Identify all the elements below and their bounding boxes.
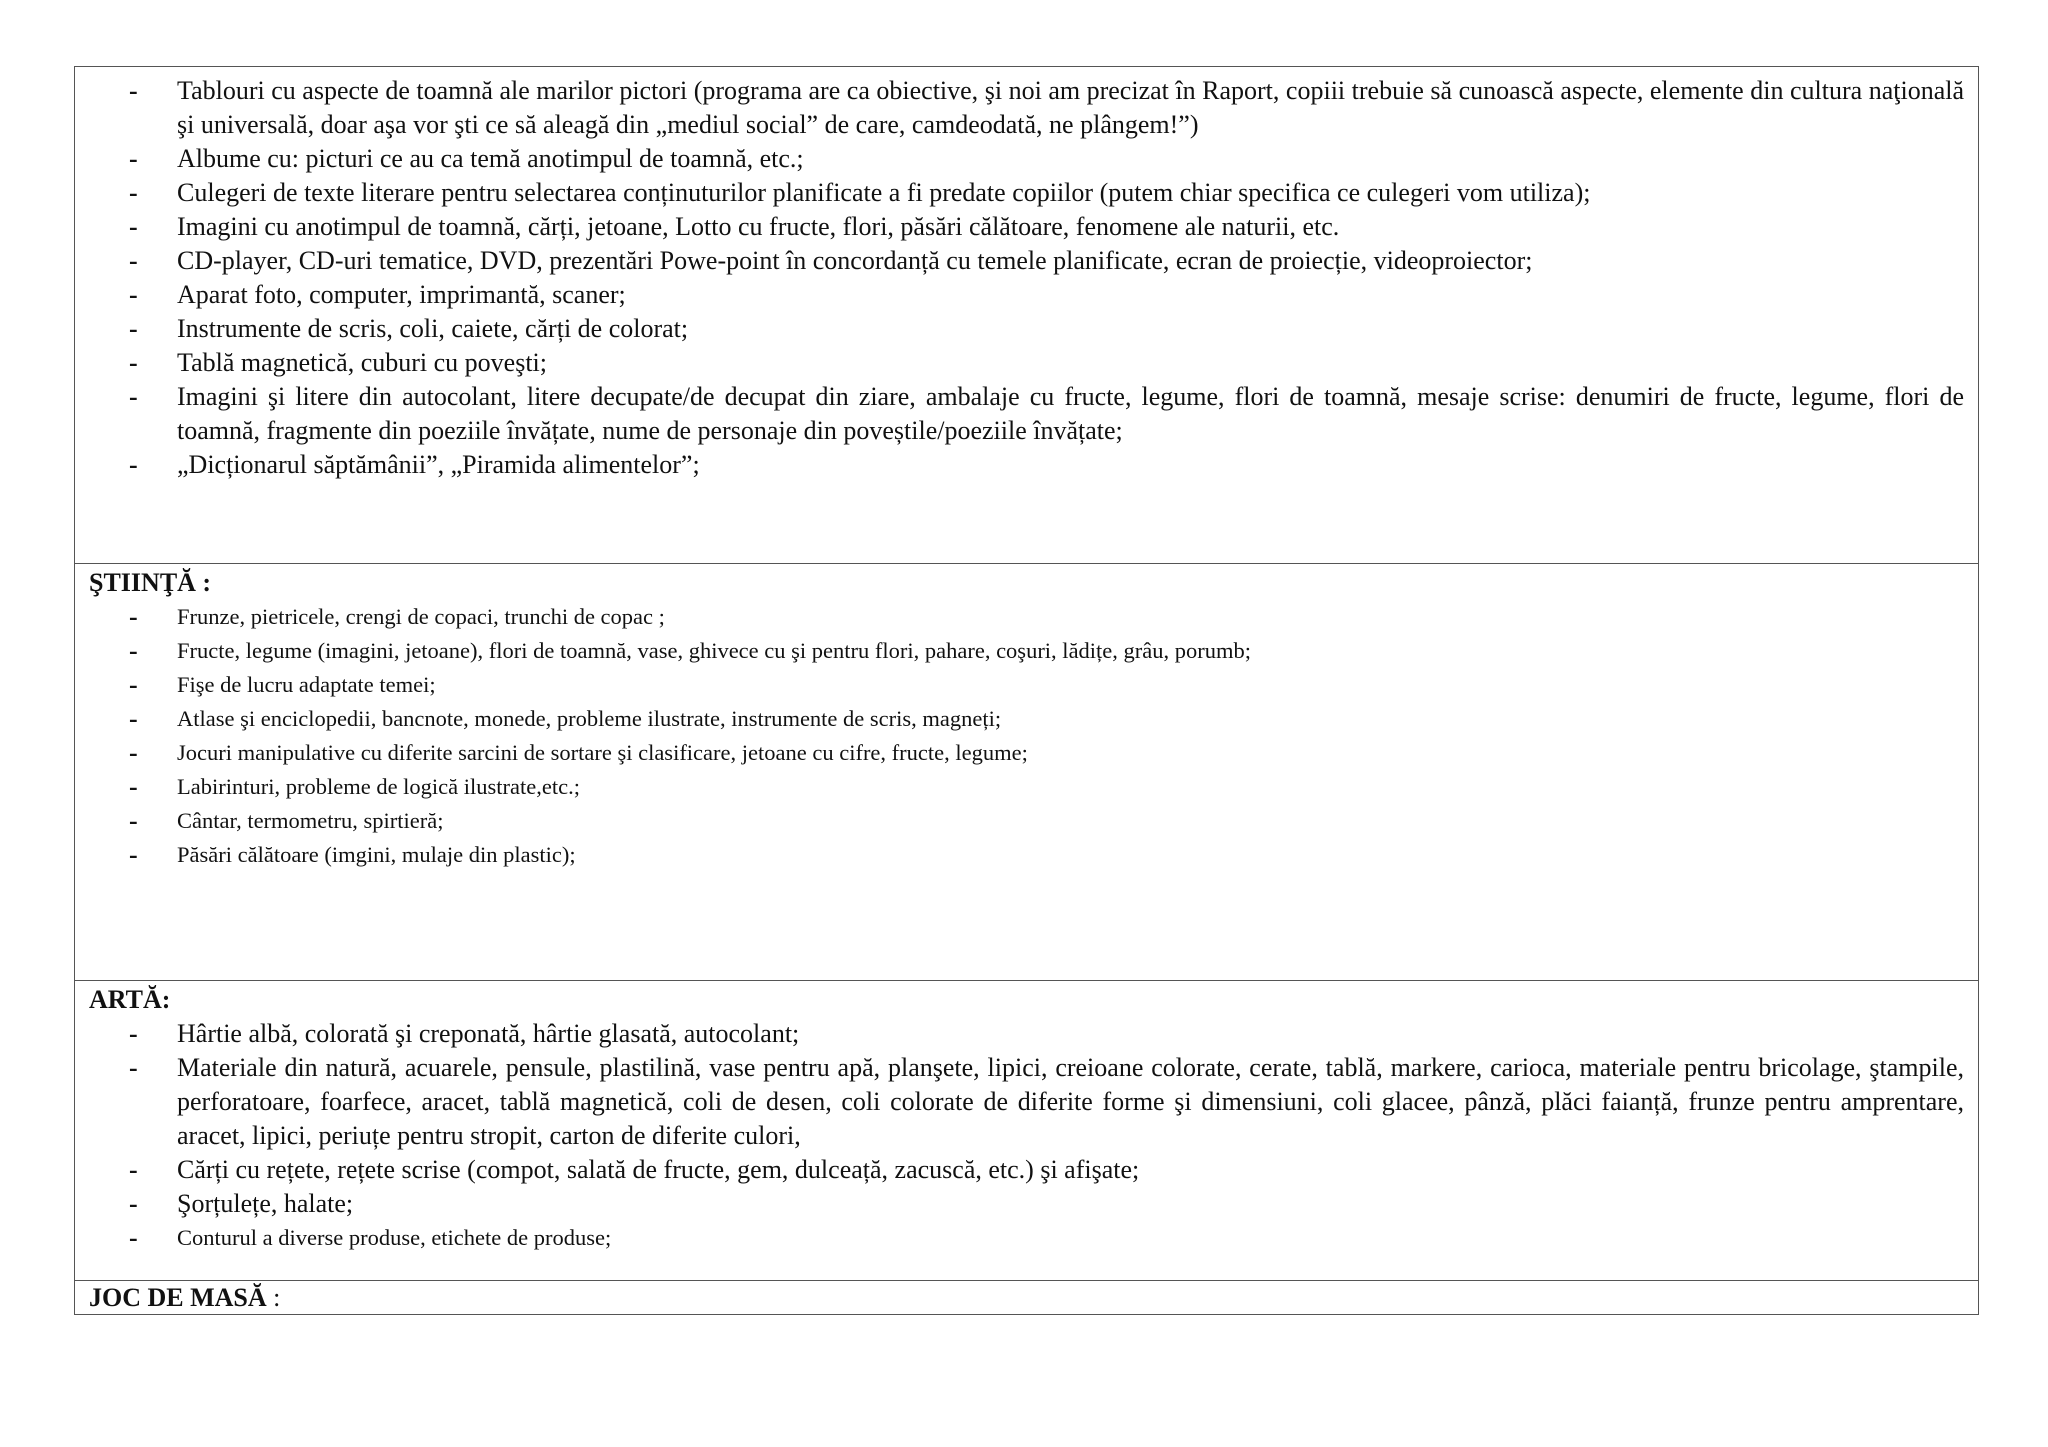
list-item (75, 74, 1978, 142)
list-item (75, 142, 1978, 176)
bullet-dash: - (129, 76, 138, 105)
bullet-dash: - (129, 1019, 138, 1048)
list-item (75, 736, 1978, 770)
list-item (75, 380, 1978, 448)
bullet-dash: - (129, 602, 138, 631)
list-item (75, 1221, 1978, 1255)
materials-section (75, 67, 1978, 563)
bullet-dash: - (129, 670, 138, 699)
stiinta-list (75, 600, 1978, 872)
bullet-dash: - (129, 450, 138, 479)
bullet-dash: - (129, 1189, 138, 1218)
list-item (75, 278, 1978, 312)
list-item (75, 838, 1978, 872)
joc-heading-suffix: : (266, 1283, 281, 1312)
list-item (75, 1051, 1978, 1153)
bullet-dash: - (129, 840, 138, 869)
bullet-dash: - (129, 704, 138, 733)
item-text: CD-player, CD-uri tematice, DVD, prezentări Powe-point în concordanță cu temele planificate, ecran de proiecție, videoproiector; (177, 246, 1533, 275)
item-text: Labirinturi, probleme de logică ilustrate,etc.; (177, 774, 580, 799)
item-text: Materiale din natură, acuarele, pensule, plastilină, vase pentru apă, planşete, lipici, creioane colorate, cerate, tablă, markere, carioca, materiale pentru bricolage, ştampile, perforatoare, foarfece, aracet, tablă magnetică, coli de desen, coli colorate de diferite forme şi dimensiuni, coli glacee, pânză, plăci faianță, frunze pentru amprentare, aracet, lipici, periuțe pentru stropit, carton de diferite culori, (177, 1053, 1964, 1150)
bullet-dash: - (129, 1155, 138, 1184)
bullet-dash: - (129, 246, 138, 275)
stiinta-heading: ŞTIINŢĂ : (89, 568, 212, 597)
arta-section (75, 980, 1978, 1280)
item-text: Fructe, legume (imagini, jetoane), flori de toamnă, vase, ghivece cu şi pentru flori, pahare, coşuri, lădițe, grâu, porumb; (177, 638, 1252, 663)
item-text: Conturul a diverse produse, etichete de produse; (177, 1225, 612, 1250)
joc-heading-text: JOC DE MASĂ (89, 1283, 267, 1312)
item-text: Imagini cu anotimpul de toamnă, cărți, jetoane, Lotto cu fructe, flori, păsări călătoare, fenomene ale naturii, etc. (177, 212, 1340, 241)
joc-heading (75, 1281, 1978, 1315)
list-item (75, 210, 1978, 244)
item-text: Atlase şi enciclopedii, bancnote, monede, probleme ilustrate, instrumente de scris, magneți; (177, 706, 1002, 731)
item-text: Imagini şi litere din autocolant, litere decupate/de decupat din ziare, ambalaje cu fructe, legume, flori de toamnă, mesaje scrise: denumiri de fructe, legume, flori de toamnă, fragmente din poeziile învățate, nume de personaje din poveștile/poeziile învățate; (177, 382, 1964, 445)
joc-section (75, 1280, 1978, 1314)
list-item (75, 312, 1978, 346)
materials-table (74, 66, 1979, 1315)
item-text: Şorțulețe, halate; (177, 1189, 354, 1218)
bullet-dash: - (129, 178, 138, 207)
bullet-dash: - (129, 314, 138, 343)
list-item (75, 1017, 1978, 1051)
stiinta-section (75, 563, 1978, 980)
item-text: Păsări călătoare (imgini, mulaje din plastic); (177, 842, 576, 867)
bullet-dash: - (129, 144, 138, 173)
bullet-dash: - (129, 636, 138, 665)
bullet-dash: - (129, 738, 138, 767)
item-text: Frunze, pietricele, crengi de copaci, trunchi de copac ; (177, 604, 665, 629)
list-item (75, 1153, 1978, 1187)
list-item (75, 346, 1978, 380)
item-text: Tablouri cu aspecte de toamnă ale marilor pictori (programa are ca obiective, şi noi am precizat în Raport, copiii trebuie să cunoască aspecte, elemente din cultura naţională şi universală, doar aşa vor şti ce să aleagă din „mediul social” de care, camdeodată, ne plângem!”) (177, 76, 1964, 139)
bullet-dash: - (129, 212, 138, 241)
item-text: Albume cu: picturi ce au ca temă anotimpul de toamnă, etc.; (177, 144, 804, 173)
list-item (75, 600, 1978, 634)
item-text: Tablă magnetică, cuburi cu poveşti; (177, 348, 547, 377)
item-text: Instrumente de scris, coli, caiete, cărți de colorat; (177, 314, 689, 343)
list-item (75, 634, 1978, 668)
list-item (75, 448, 1978, 482)
list-item (75, 668, 1978, 702)
list-item (75, 244, 1978, 278)
item-text: Hârtie albă, colorată şi creponată, hârtie glasată, autocolant; (177, 1019, 800, 1048)
item-text: Cărți cu rețete, rețete scrise (compot, salată de fructe, gem, dulceață, zacuscă, etc.) şi afişate; (177, 1155, 1140, 1184)
bullet-dash: - (129, 772, 138, 801)
item-text: Jocuri manipulative cu diferite sarcini de sortare şi clasificare, jetoane cu cifre, fructe, legume; (177, 740, 1028, 765)
bullet-dash: - (129, 1053, 138, 1082)
item-text: „Dicționarul săptămânii”, „Piramida alimentelor”; (177, 450, 700, 479)
bullet-dash: - (129, 348, 138, 377)
arta-heading: ARTĂ: (89, 985, 171, 1014)
bullet-dash: - (129, 382, 138, 411)
arta-list (75, 1017, 1978, 1221)
item-text: Culegeri de texte literare pentru selectarea conținuturilor planificate a fi predate copiilor (putem chiar specifica ce culegeri vom utiliza); (177, 178, 1591, 207)
bullet-dash: - (129, 1223, 138, 1252)
bullet-dash: - (129, 806, 138, 835)
list-item (75, 702, 1978, 736)
materials-list (75, 74, 1978, 482)
list-item (75, 1187, 1978, 1221)
list-item (75, 176, 1978, 210)
bullet-dash: - (129, 280, 138, 309)
item-text: Aparat foto, computer, imprimantă, scaner; (177, 280, 626, 309)
item-text: Fişe de lucru adaptate temei; (177, 672, 436, 697)
list-item (75, 804, 1978, 838)
item-text: Cântar, termometru, spirtieră; (177, 808, 444, 833)
list-item (75, 770, 1978, 804)
arta-list-small (75, 1221, 1978, 1255)
